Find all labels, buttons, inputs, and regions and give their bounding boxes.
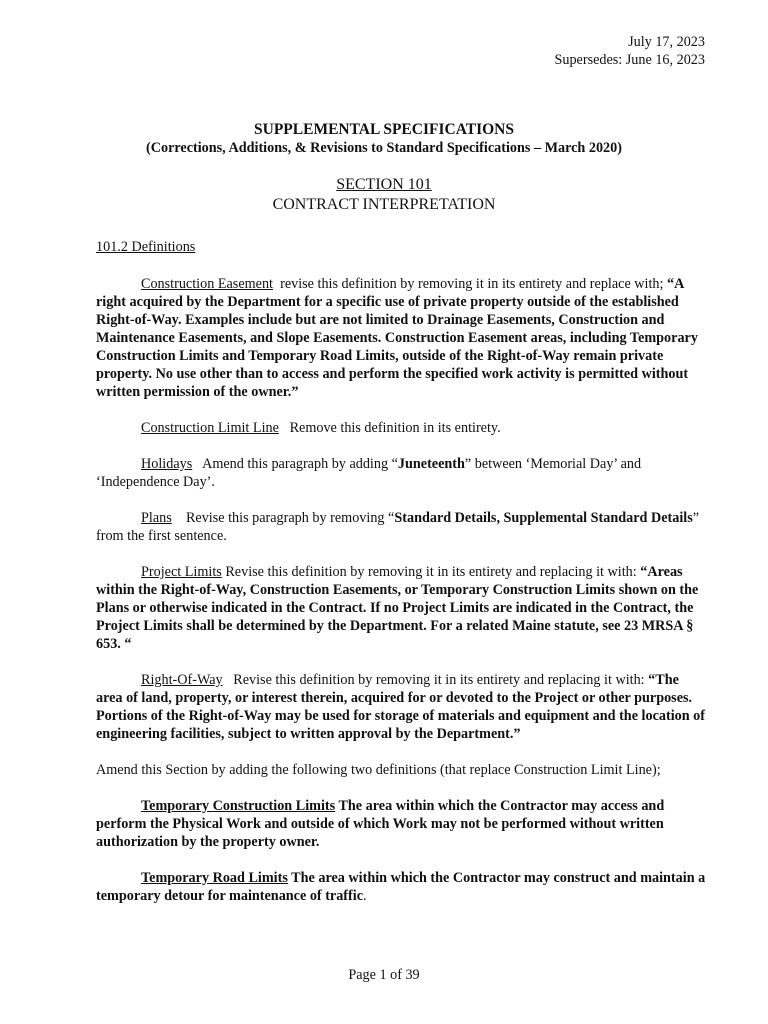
definition-instruction-end: ” between ‘Memorial Day’ and ‘Independence Day’. — [96, 456, 642, 490]
page-number: Page 1 of 39 — [348, 967, 420, 983]
definition-temporary-construction-limits — [96, 797, 708, 851]
definition-bold-text: Standard Details, Supplemental Standard Details — [394, 510, 693, 526]
definition-instruction: Revise this definition by removing it in its entirety and replacing it with: — [222, 672, 645, 688]
definition-instruction: Amend this paragraph by adding “ — [192, 456, 398, 472]
definition-text: “Areas within the Right-of-Way, Construction Easements, or Temporary Construction Limits shown on the Plans or otherwise indicated in the Contract. If no Project Limits are indicated in the Contract, the Project Limits shall be determined by the Department. For a related Maine statute, see 23 MRSA § 653. “ — [96, 564, 699, 652]
definition-instruction: Revise this definition by removing it in its entirety and replacing it with: — [221, 564, 637, 580]
definition-instruction: Revise this paragraph by removing “ — [171, 510, 395, 526]
definition-term: Plans — [141, 510, 172, 526]
definition-term: Temporary Construction Limits — [141, 798, 336, 814]
definition-text: The area within which the Contractor may construct and maintain a temporary detour for maintenance of traffic — [96, 870, 706, 904]
page-footer — [0, 966, 768, 984]
definition-bold-text: Juneteenth — [397, 456, 465, 472]
definition-text: “A right acquired by the Department for a specific use of private property outside of the established Right-of-Way. Examples include but are not limited to Drainage Easements, Construction and Maintenance Easements, and Slope Easements. Construction Easement areas, including Temporary Construction Limits and Temporary Road Limits, outside of the Right-of-Way remain private property. No use other than to access and perform the specified work activity is permitted without written permission of the owner.” — [96, 276, 698, 400]
subsection-heading: 101.2 Definitions — [96, 239, 196, 255]
title-block — [0, 120, 768, 215]
definition-holidays — [96, 455, 708, 491]
definition-instruction: Remove this definition in its entirety. — [278, 420, 501, 436]
definition-end-punctuation: . — [363, 888, 367, 904]
revision-date: July 17, 2023 — [628, 34, 705, 50]
supersedes-date: Supersedes: June 16, 2023 — [554, 52, 705, 68]
definition-instruction-end: ” from the first sentence. — [96, 510, 700, 544]
section-number-text: SECTION 101 — [336, 176, 432, 193]
definition-term: Project Limits — [141, 564, 222, 580]
definition-term: Right-Of-Way — [141, 672, 223, 688]
section-number — [0, 175, 768, 195]
section-name: CONTRACT INTERPRETATION — [272, 196, 496, 213]
definition-project-limits — [96, 563, 708, 653]
definition-text: “The area of land, property, or interest therein, acquired for or devoted to the Project or other purposes. Portions of the Right-of-Way may be used for storage of materials and equipment and the location of engineering facilities, subject to written approval by the Department.” — [96, 672, 705, 742]
definition-term: Construction Easement — [141, 276, 273, 292]
document-subtitle: (Corrections, Additions, & Revisions to Standard Specifications – March 2020) — [146, 140, 622, 156]
amend-note: Amend this Section by adding the following two definitions (that replace Construction Limit Line); — [96, 762, 661, 778]
header-dates — [554, 33, 705, 69]
definition-plans — [96, 509, 708, 545]
definition-construction-easement — [96, 275, 708, 401]
definition-temporary-road-limits — [96, 869, 708, 905]
definition-right-of-way — [96, 671, 708, 743]
document-body — [96, 238, 708, 923]
definition-term: Holidays — [141, 456, 193, 472]
definition-instruction: revise this definition by removing it in its entirety and replace with; — [273, 276, 664, 292]
definition-term: Construction Limit Line — [141, 420, 279, 436]
definition-term: Temporary Road Limits — [141, 870, 288, 886]
document-title: SUPPLEMENTAL SPECIFICATIONS — [254, 121, 514, 138]
definition-text: The area within which the Contractor may access and perform the Physical Work and outside of which Work may not be performed without written authorization by the property owner. — [96, 798, 665, 850]
definition-construction-limit-line — [96, 419, 708, 437]
